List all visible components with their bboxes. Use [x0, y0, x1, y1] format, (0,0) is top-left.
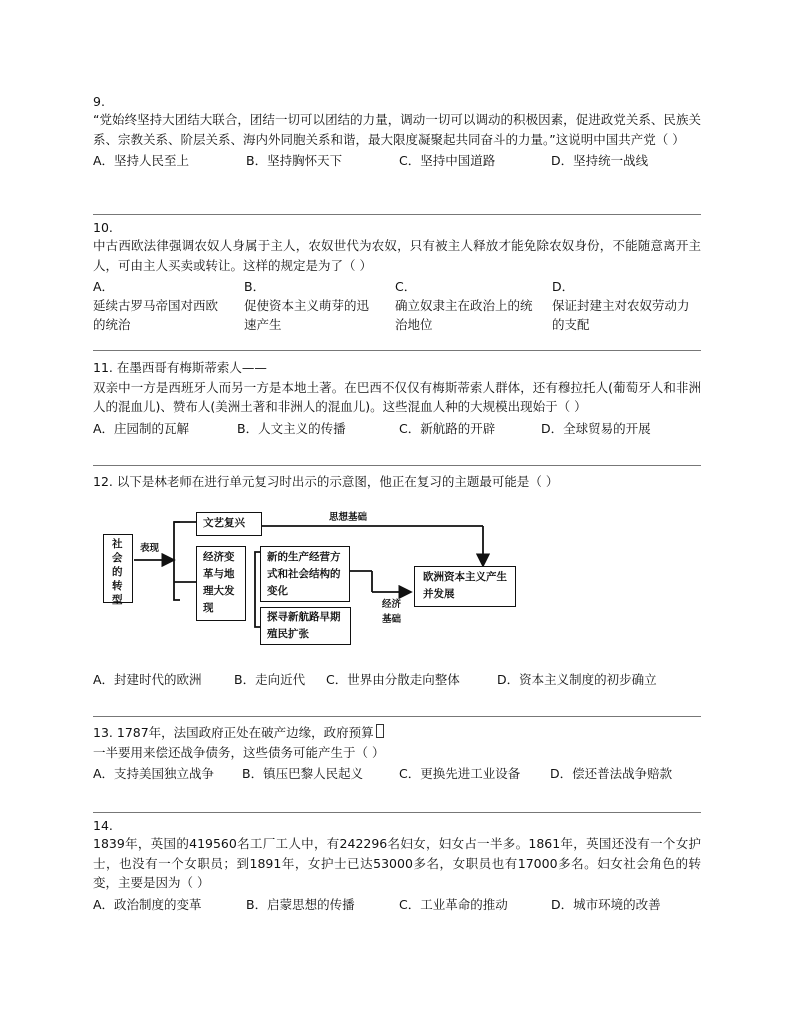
options-row: [93, 895, 701, 914]
option-a[interactable]: A．支持美国独立战争: [93, 766, 215, 781]
question-stem: “党始终坚持大团结大联合，团结一切可以团结的力量，调动一切可以调动的积极因素，促进政党关系、民族关系、宗教关系、阶层关系、海内外同胞关系和谐，最大限度凝聚起共同奋斗的力量。”这说明中国共产党（ ）: [93, 112, 701, 147]
question-12-options: [93, 668, 701, 689]
box-social-transformation: 社会的转型: [103, 534, 133, 603]
question-stem-part: 一半要用来偿还战争债务，这些债务可能产生于（ ）: [93, 744, 385, 760]
option-b[interactable]: B．启蒙思想的传播: [246, 896, 355, 912]
question-heading-text: 在墨西哥有梅斯蒂索人——: [116, 360, 267, 375]
option-b[interactable]: B．人文主义的传播: [237, 420, 346, 436]
option-letter: C．: [395, 279, 417, 294]
box-renaissance: 文艺复兴: [196, 512, 262, 536]
option-b[interactable]: B．走向近代: [234, 672, 306, 687]
option-text: 延续古罗马帝国对西欧: [93, 298, 219, 313]
option-text: 促使资本主义萌芽的迅: [244, 298, 370, 313]
question-stem-part: 1787年，法国政府正处在破产边缘，政府预算: [116, 725, 374, 740]
question-stem: 以下是林老师在进行单元复习时出示的示意图，他正在复习的主题最可能是（ ）: [116, 474, 559, 489]
option-b[interactable]: B．镇压巴黎人民起义: [242, 766, 364, 781]
question-number: 10.: [93, 220, 113, 235]
question-14: [93, 818, 701, 914]
option-a[interactable]: A．政治制度的变革: [93, 896, 202, 912]
option-d[interactable]: D．全球贸易的开展: [541, 420, 651, 436]
question-number: 9.: [93, 94, 105, 109]
box-new-production-mode: 新的生产经营方式和社会结构的变化: [260, 546, 350, 602]
option-text: 确立奴隶主在政治上的统: [395, 298, 533, 313]
question-13: [93, 723, 701, 783]
option-text: 的统治: [93, 317, 131, 332]
options-row: [93, 764, 701, 783]
question-stem-line: [93, 723, 701, 743]
question-number: 13.: [93, 725, 113, 740]
options-row: [93, 670, 701, 689]
question-number: 12.: [93, 474, 113, 489]
option-a[interactable]: A．庄园制的瓦解: [93, 420, 190, 436]
option-d[interactable]: D．坚持统一战线: [551, 153, 649, 168]
option-a[interactable]: A．封建时代的欧洲: [93, 672, 202, 687]
option-letter: B．: [244, 279, 266, 294]
option-d[interactable]: D．城市环境的改善: [551, 896, 661, 912]
bracket-line: [174, 522, 180, 600]
label-jichu: 基础: [382, 614, 402, 625]
box-economic-change: 经济变革与地理大发现: [196, 546, 246, 621]
label-sixiang-jichu: 思想基础: [329, 512, 368, 523]
label-jingji: 经济: [382, 599, 402, 610]
option-c[interactable]: C．新航路的开辟: [399, 420, 496, 436]
missing-glyph-box: [376, 724, 384, 738]
option-d[interactable]: D．偿还普法战争赔款: [550, 766, 673, 781]
option-b[interactable]: B．坚持胸怀天下: [246, 153, 343, 168]
option-text: 保证封建主对农奴劳动力: [551, 298, 690, 313]
box-new-route-colonial: 探寻新航路早期殖民扩张: [260, 607, 351, 645]
option-a[interactable]: A．坚持人民至上: [93, 153, 190, 168]
question-number: 14.: [93, 818, 113, 833]
option-d[interactable]: D．资本主义制度的初步确立: [497, 672, 657, 687]
divider: [93, 716, 701, 717]
option-c[interactable]: C．世界由分散走向整体: [326, 672, 460, 687]
option-c[interactable]: C．坚持中国道路: [399, 153, 496, 168]
option-c[interactable]: C．更换先进工业设备: [399, 766, 521, 781]
question-stem: 1839年，英国的419560名工厂工人中，有242296名妇女，妇女占一半多。1861年，英国还没有一个女护士，也没有一个女职员；到1891年，女护士已达53000多名，女职员也有17000多名。妇女社会角色的转变，主要是因为（ ）: [93, 836, 701, 890]
option-text: 速产生: [244, 317, 282, 332]
option-c[interactable]: C．工业革命的推动: [399, 896, 508, 912]
divider: [93, 812, 701, 813]
question-stem: 中古西欧法律强调农奴人身属于主人，农奴世代为农奴，只有被主人释放才能免除农奴身份，不能随意离开主人，可由主人买卖或转让。这样的规定是为了（ ）: [93, 238, 701, 273]
question-stem: 双亲中一方是西班牙人而另一方是本地土著。在巴西不仅仅有梅斯蒂索人群体，还有穆拉托人(葡萄牙人和非洲人的混血儿)、赞布人(美洲土著和非洲人的混血儿)。这些混血人种的大规模出现始于（ ）: [93, 379, 701, 414]
box-european-capitalism: 欧洲资本主义产生并发展: [414, 566, 516, 607]
question-number: 11.: [93, 360, 113, 375]
option-letter: D．: [551, 279, 575, 294]
label-biaoxian: 表现: [140, 543, 160, 554]
option-text: 的支配: [551, 317, 590, 332]
option-text: 治地位: [395, 317, 433, 332]
option-letter: A．: [93, 279, 115, 294]
